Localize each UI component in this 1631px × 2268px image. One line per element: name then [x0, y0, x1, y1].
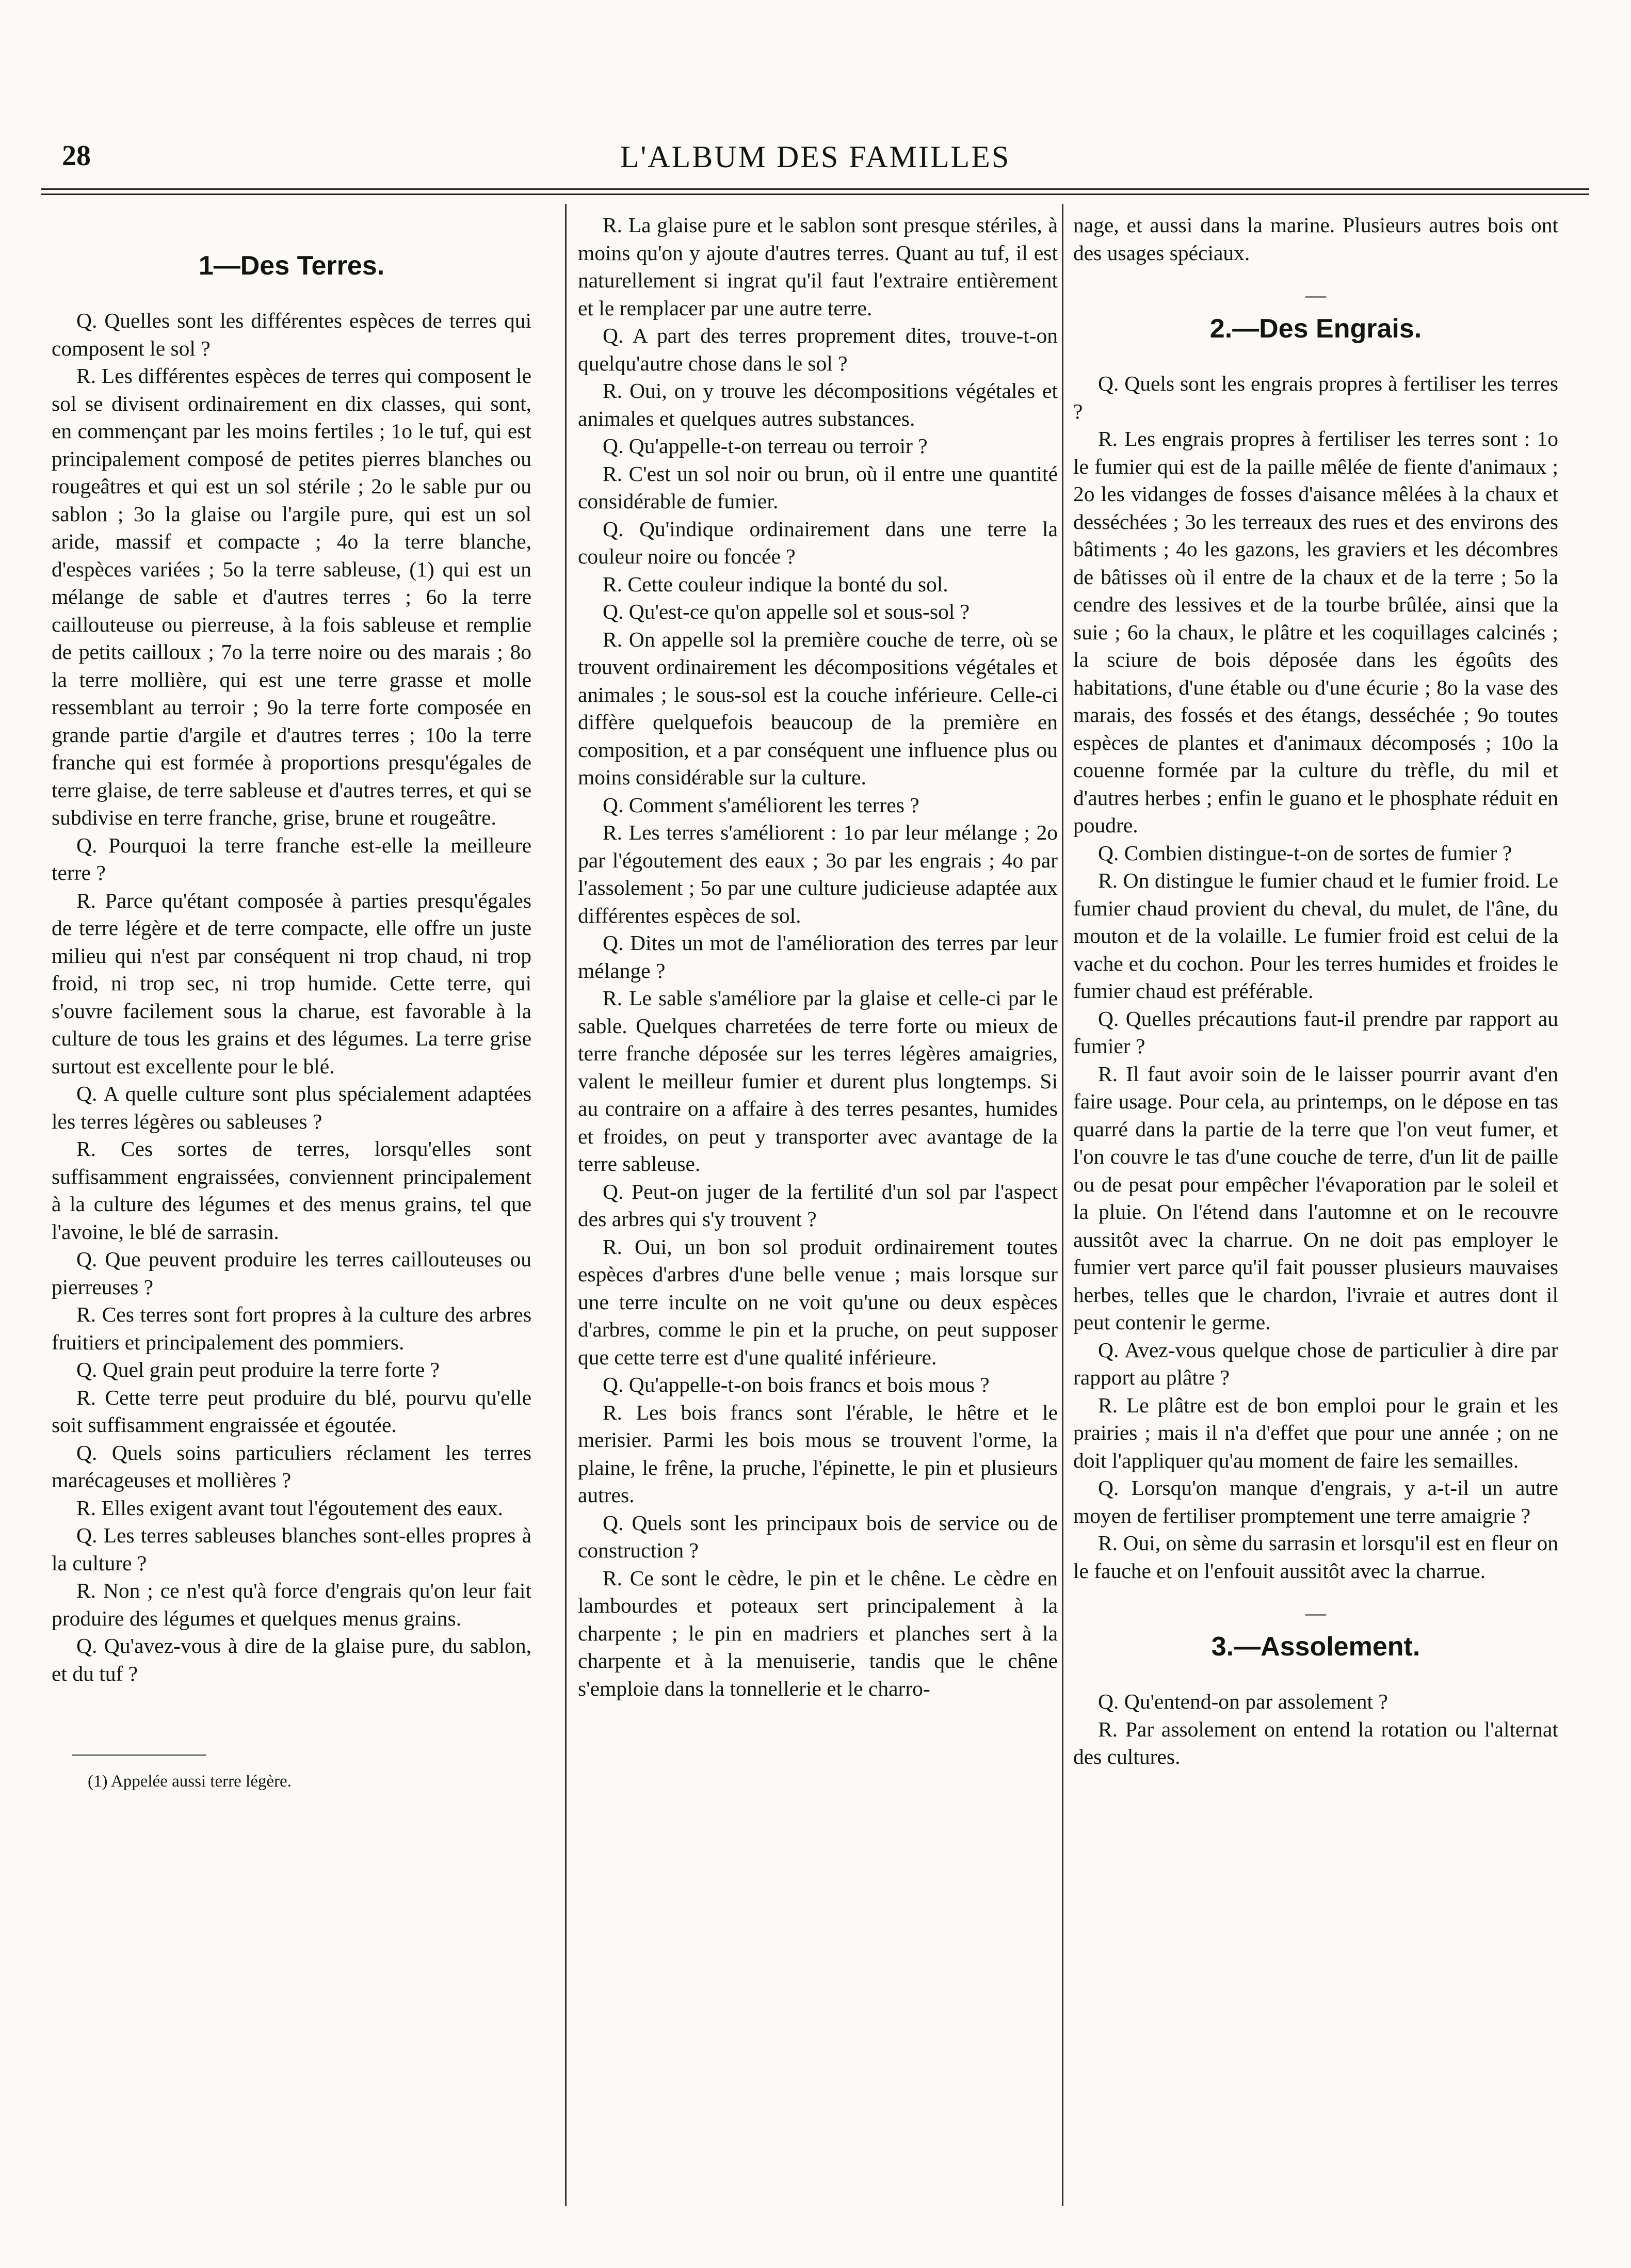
- paragraph: Q. Qu'appelle-t-on terreau ou terroir ?: [603, 434, 928, 458]
- left-paragraphs: [52, 307, 531, 1687]
- running-head: [41, 139, 1589, 181]
- paragraph: Q. Dites un mot de l'amélioration des terres par leur mélange ?: [578, 931, 1058, 983]
- paragraph: Q. Quels sont les principaux bois de service ou de construction ?: [578, 1510, 1058, 1562]
- paragraph: Q. Qu'est-ce qu'on appelle sol et sous-sol ?: [603, 600, 970, 623]
- paragraph: Q. Quels sont les engrais propres à fertiliser les terres ?: [1073, 372, 1558, 423]
- paragraph: Q. Peut-on juger de la fertilité d'un sol par l'aspect des arbres qui s'y trouvent ?: [578, 1179, 1058, 1231]
- paragraph: Q. Pourquoi la terre franche est-elle la meilleure terre ?: [52, 833, 531, 884]
- paragraph: R. Non ; ce n'est qu'à force d'engrais qu'on leur fait produire des légumes et quelques menus grains.: [52, 1579, 531, 1630]
- paragraph: R. Les différentes espèces de terres qui composent le sol se divisent ordinairement en dix classes, qui sont, en commençant par les moins fertiles ; 1o le tuf, qui est principalement composé de petites pierres blanches ou rougeâtres et qui est un sol stérile ; 2o le sable pur ou sablon ; 3o la glaise ou l'argile pure, qui est un sol aride, massif et compacte ; 4o la terre blanche, d'espèces variées ; 5o la terre sableuse, (1) qui est un mélange de sable et d'autres terres ; 6o la terre caillouteuse ou pierreuse, à la fois sableuse et remplie de petits cailloux ; 7o la terre noire ou des marais ; 8o la terre mollière, qui est une terre grasse et molle ressemblant au terroir ; 9o la terre forte composée en grande partie d'argile et d'autres terres ; 10o la terre franche qui est formée à proportions presqu'égales de terre glaise, de terre sableuse et d'autres terres, et qui se subdivise en terre franche, grise, brune et rougeâtre.: [52, 364, 531, 829]
- section-title-engrais: 2.—Des Engrais.: [1209, 314, 1422, 344]
- paragraph: R. On appelle sol la première couche de terre, où se trouvent ordinairement les décompositions végétales et animales ; le sous-sol est la couche inférieure. Celle-ci diffère quelquefois beaucoup de la première en composition, et a par conséquent une influence plus ou moins considérable sur la culture.: [578, 627, 1058, 789]
- footnote: (1) Appelée aussi terre légère.: [88, 1772, 292, 1791]
- paragraph: Q. Quel grain peut produire la terre forte ?: [76, 1358, 440, 1381]
- column-left: [52, 212, 531, 2198]
- paragraph: Q. A part des terres proprement dites, trouve-t-on quelqu'autre chose dans le sol ?: [578, 324, 1058, 375]
- footnote-rule: [72, 1755, 206, 1756]
- column-right: [1073, 212, 1558, 2198]
- paragraph-continued: nage, et aussi dans la marine. Plusieurs autres bois ont des usages spéciaux.: [1073, 213, 1558, 265]
- section-separator: —: [1305, 283, 1326, 307]
- page-number: 28: [62, 140, 91, 172]
- paragraph: R. Cette terre peut produire du blé, pourvu qu'elle soit suffisamment engraissée et égoutée.: [52, 1385, 531, 1437]
- section-title-assolement: 3.—Assolement.: [1211, 1632, 1420, 1662]
- journal-title: L'ALBUM DES FAMILLES: [620, 140, 1011, 174]
- paragraph: Q. Qu'avez-vous à dire de la glaise pure, du sablon, et du tuf ?: [52, 1634, 531, 1685]
- paragraph: Q. A quelle culture sont plus spécialement adaptées les terres légères ou sableuses ?: [52, 1082, 531, 1133]
- header-double-rule: [41, 188, 1589, 195]
- paragraph: R. On distingue le fumier chaud et le fumier froid. Le fumier chaud provient du cheval, du mulet, de l'âne, du mouton et de la volaille. Le fumier froid est celui de la vache et du cochon. Pour les terres humides et froides le fumier chaud est préférable.: [1073, 868, 1558, 1003]
- paragraph: R. C'est un sol noir ou brun, où il entre une quantité considérable de fumier.: [578, 461, 1058, 513]
- column-middle: [578, 212, 1058, 2198]
- paragraph: Q. Lorsqu'on manque d'engrais, y a-t-il un autre moyen de fertiliser promptement une terre amaigrie ?: [1073, 1476, 1558, 1527]
- section-separator: —: [1305, 1601, 1326, 1624]
- paragraph: R. Le sable s'améliore par la glaise et celle-ci par le sable. Quelques charretées de terre forte ou mieux de terre franche déposée sur les terres légères amaigries, valent le meilleur fumier et durent plus longtemps. Si au contraire on a affaire à des terres pesantes, humides et froides, on peut y transporter avec avantage de la terre sableuse.: [578, 986, 1058, 1176]
- paragraph: R. Elles exigent avant tout l'égoutement des eaux.: [76, 1495, 503, 1520]
- paragraph: Q. Quelles sont les différentes espèces de terres qui composent le sol ?: [52, 309, 531, 360]
- paragraph: Q. Quels soins particuliers réclament les terres marécageuses et mollières ?: [52, 1440, 531, 1492]
- paragraph: R. Les engrais propres à fertiliser les terres sont : 1o le fumier qui est de la paille mêlée de fiente d'animaux ; 2o les vidanges de fosses d'aisance mêlées à la chaux et desséchées ; 3o les terreaux des rues et des environs des bâtiments ; 4o les gazons, les graviers et les décombres de bâtisses où il entre de la chaux et de la terre ; 5o la cendre des lessives et de la tourbe brûlée, ainsi que la suie ; 6o la chaux, le plâtre et les coquillages calcinés ; la sciure de bois déposée dans les égoûts des habitations, d'une étable ou d'une écurie ; 8o la vase des marais, des fossés et des étangs, desséchée ; 9o toutes espèces de plantes et d'animaux décomposés ; 10o la couenne formée par la culture du trèfle, du mil et d'autres herbes ; enfin le guano et le phosphate réduit en poudre.: [1073, 427, 1558, 837]
- paragraph: R. Ces terres sont fort propres à la culture des arbres fruitiers et principalement des pommiers.: [52, 1302, 531, 1354]
- paragraph: Q. Comment s'améliorent les terres ?: [603, 793, 919, 817]
- paragraph: Q. Avez-vous quelque chose de particulier à dire par rapport au plâtre ?: [1073, 1338, 1558, 1389]
- paragraph: R. Les bois francs sont l'érable, le hêtre et le merisier. Parmi les bois mous se trouvent l'orme, la plaine, le frêne, la pruche, l'épinette, le pin et plusieurs autres.: [578, 1400, 1058, 1507]
- paragraph: R. Parce qu'étant composée à parties presqu'égales de terre légère et de terre compacte, elle offre un juste milieu qui n'est par conséquent ni trop chaud, ni trop froid, ni trop sec, ni trop humide. Cette terre, qui s'ouvre facilement sous la charue, est favorable à la culture de tous les grains et des légumes. La terre grise surtout est excellente pour le blé.: [52, 888, 531, 1078]
- column-divider-1: [565, 204, 567, 2206]
- paragraph: R. Par assolement on entend la rotation ou l'alternat des cultures.: [1073, 1717, 1558, 1768]
- paragraph: Q. Les terres sableuses blanches sont-elles propres à la culture ?: [52, 1523, 531, 1575]
- paragraph: Q. Combien distingue-t-on de sortes de fumier ?: [1098, 841, 1512, 865]
- paragraph: R. La glaise pure et le sablon sont presque stériles, à moins qu'on y ajoute d'autres terres. Quant au tuf, il est naturellement si ingrat qu'il faut l'extraire entièrement et le remplacer par une autre terre.: [578, 213, 1058, 320]
- paragraph: R. Ce sont le cèdre, le pin et le chêne. Le cèdre en lambourdes et poteaux sert principalement à la charpente ; le pin en madriers et planches sert à la charpente et à la menuiserie, tandis que le chêne s'emploie dans la tonnellerie et le charro-: [578, 1566, 1058, 1700]
- paragraph: R. Ces sortes de terres, lorsqu'elles sont suffisamment engraissées, conviennent principalement à la culture des légumes et des menus grains, tel que l'avoine, le blé de sarrasin.: [52, 1137, 531, 1244]
- column-divider-2: [1062, 204, 1063, 2206]
- paragraph: R. Il faut avoir soin de le laisser pourrir avant d'en faire usage. Pour cela, au printemps, on le dépose en tas quarré dans la partie de la terre que l'on veut fumer, et l'on couvre le tas d'une couche de terre, d'un lit de paille ou de pesat pour empêcher l'évaporation par le soleil et la pluie. On l'étend dans l'automne et on le recouvre aussitôt avec la charrue. On ne doit pas employer le fumier vert parce qu'il fait pousser plusieurs mauvaises herbes, telles que le chardon, l'ivraie et autres dont il peut contenir le germe.: [1073, 1061, 1558, 1334]
- paragraph: Q. Qu'entend-on par assolement ?: [1098, 1690, 1388, 1713]
- paragraph: R. Oui, un bon sol produit ordinairement toutes espèces d'arbres d'une belle venue ; mais lorsque sur une terre inculte on ne voit qu'une ou deux espèces d'arbres, comme le pin et la pruche, on peut supposer que cette terre est d'une qualité inférieure.: [578, 1234, 1058, 1369]
- section-title-terres: 1—Des Terres.: [198, 251, 385, 281]
- paragraph: Q. Qu'indique ordinairement dans une terre la couleur noire ou foncée ?: [578, 517, 1058, 568]
- paragraph: R. Oui, on y trouve les décompositions végétales et animales et quelques autres substances.: [578, 379, 1058, 430]
- paragraph: Q. Qu'appelle-t-on bois francs et bois mous ?: [603, 1373, 990, 1396]
- paragraph: R. Cette couleur indique la bonté du sol.: [603, 572, 948, 596]
- paragraph: Q. Quelles précautions faut-il prendre par rapport au fumier ?: [1073, 1006, 1558, 1058]
- paragraph: R. Le plâtre est de bon emploi pour le grain et les prairies ; mais il n'a d'effet que pour une année ; on ne doit l'appliquer qu'au moment de faire les semailles.: [1073, 1393, 1558, 1472]
- paragraph: Q. Que peuvent produire les terres caillouteuses ou pierreuses ?: [52, 1247, 531, 1299]
- paragraph: R. Les terres s'améliorent : 1o par leur mélange ; 2o par l'égoutement des eaux ; 3o par les engrais ; 4o par l'assolement ; 5o par une culture judicieuse adaptée aux différentes espèces de sol.: [578, 821, 1058, 927]
- paragraph: R. Oui, on sème du sarrasin et lorsqu'il est en fleur on le fauche et on l'enfouit aussitôt avec la charrue.: [1073, 1531, 1558, 1583]
